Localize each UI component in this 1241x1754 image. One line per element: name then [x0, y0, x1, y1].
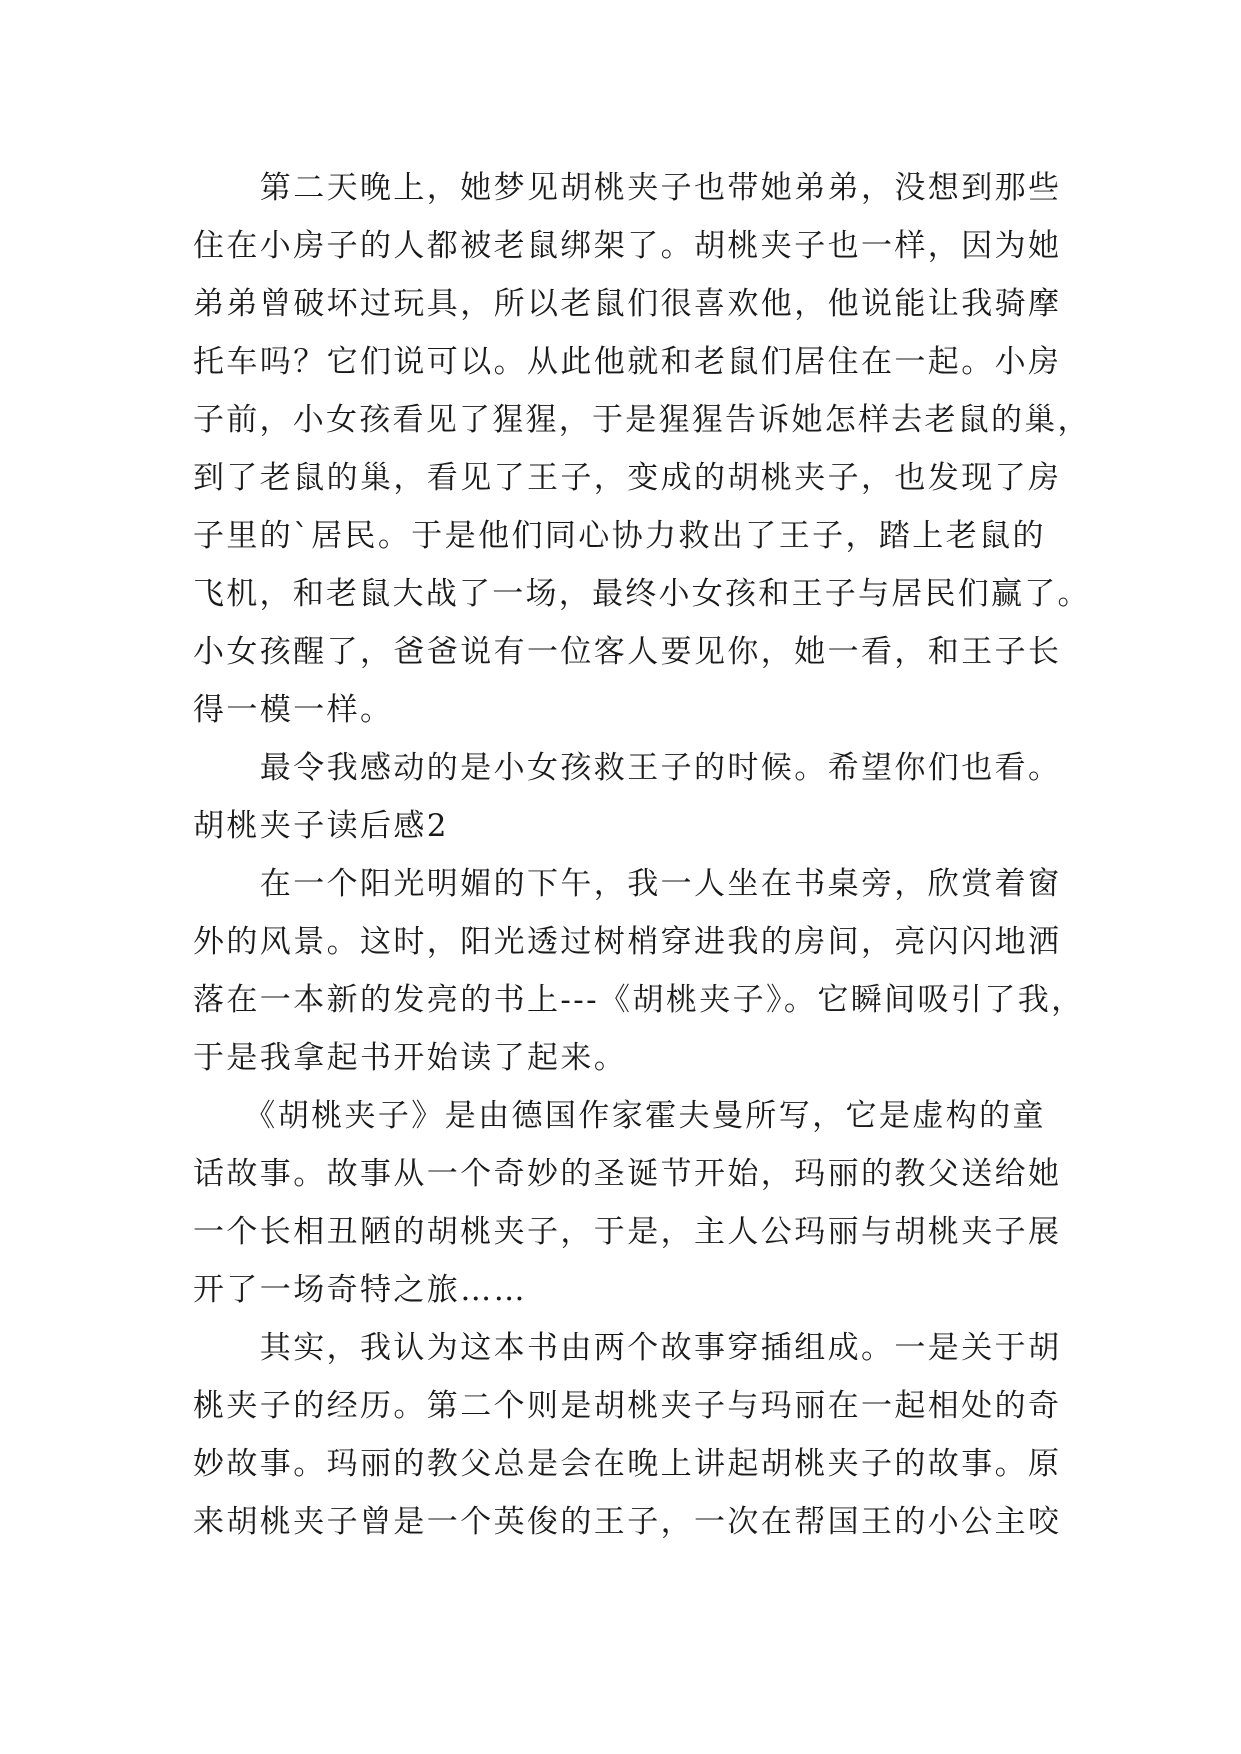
text-line: 小女孩醒了，爸爸说有一位客人要见你，她一看，和王子长	[193, 634, 1062, 670]
text-line: 第二天晚上，她梦见胡桃夹子也带她弟弟，没想到那些	[193, 170, 1062, 206]
text-line: 到了老鼠的巢，看见了王子，变成的胡桃夹子，也发现了房	[193, 460, 1062, 496]
text-line: 其实，我认为这本书由两个故事穿插组成。一是关于胡	[193, 1330, 1062, 1366]
text-line: 托车吗？它们说可以。从此他就和老鼠们居住在一起。小房	[193, 344, 1062, 380]
text-line: 子里的`居民。于是他们同心协力救出了王子，踏上老鼠的	[193, 518, 1046, 554]
text-line: 落在一本新的发亮的书上---《胡桃夹子》。它瞬间吸引了我，	[193, 982, 1085, 1018]
text-line: 外的风景。这时，阳光透过树梢穿进我的房间，亮闪闪地洒	[193, 924, 1062, 960]
text-line: 桃夹子的经历。第二个则是胡桃夹子与玛丽在一起相处的奇	[193, 1388, 1062, 1424]
text-line: 弟弟曾破坏过玩具，所以老鼠们很喜欢他，他说能让我骑摩	[193, 286, 1062, 322]
text-line: 于是我拿起书开始读了起来。	[193, 1040, 628, 1076]
text-line: 得一模一样。	[193, 692, 394, 728]
text-line: 开了一场奇特之旅……	[193, 1272, 527, 1308]
text-line: 在一个阳光明媚的下午，我一人坐在书桌旁，欣赏着窗	[193, 866, 1062, 902]
text-line: 妙故事。玛丽的教父总是会在晚上讲起胡桃夹子的故事。原	[193, 1446, 1062, 1482]
text-line: 住在小房子的人都被老鼠绑架了。胡桃夹子也一样，因为她	[193, 228, 1062, 264]
text-line: 最令我感动的是小女孩救王子的时候。希望你们也看。	[193, 750, 1062, 786]
text-line: 一个长相丑陋的胡桃夹子，于是，主人公玛丽与胡桃夹子展	[193, 1214, 1062, 1250]
section-heading: 胡桃夹子读后感2	[193, 808, 449, 844]
text-line: 子前，小女孩看见了猩猩，于是猩猩告诉她怎样去老鼠的巢，	[193, 402, 1091, 438]
text-line: 来胡桃夹子曾是一个英俊的王子，一次在帮国王的小公主咬	[193, 1504, 1062, 1540]
text-line: 飞机，和老鼠大战了一场，最终小女孩和王子与居民们赢了。	[193, 576, 1091, 612]
text-line: 话故事。故事从一个奇妙的圣诞节开始，玛丽的教父送给她	[193, 1156, 1062, 1192]
text-line: 《胡桃夹子》是由德国作家霍夫曼所写，它是虚构的童	[193, 1098, 1046, 1134]
